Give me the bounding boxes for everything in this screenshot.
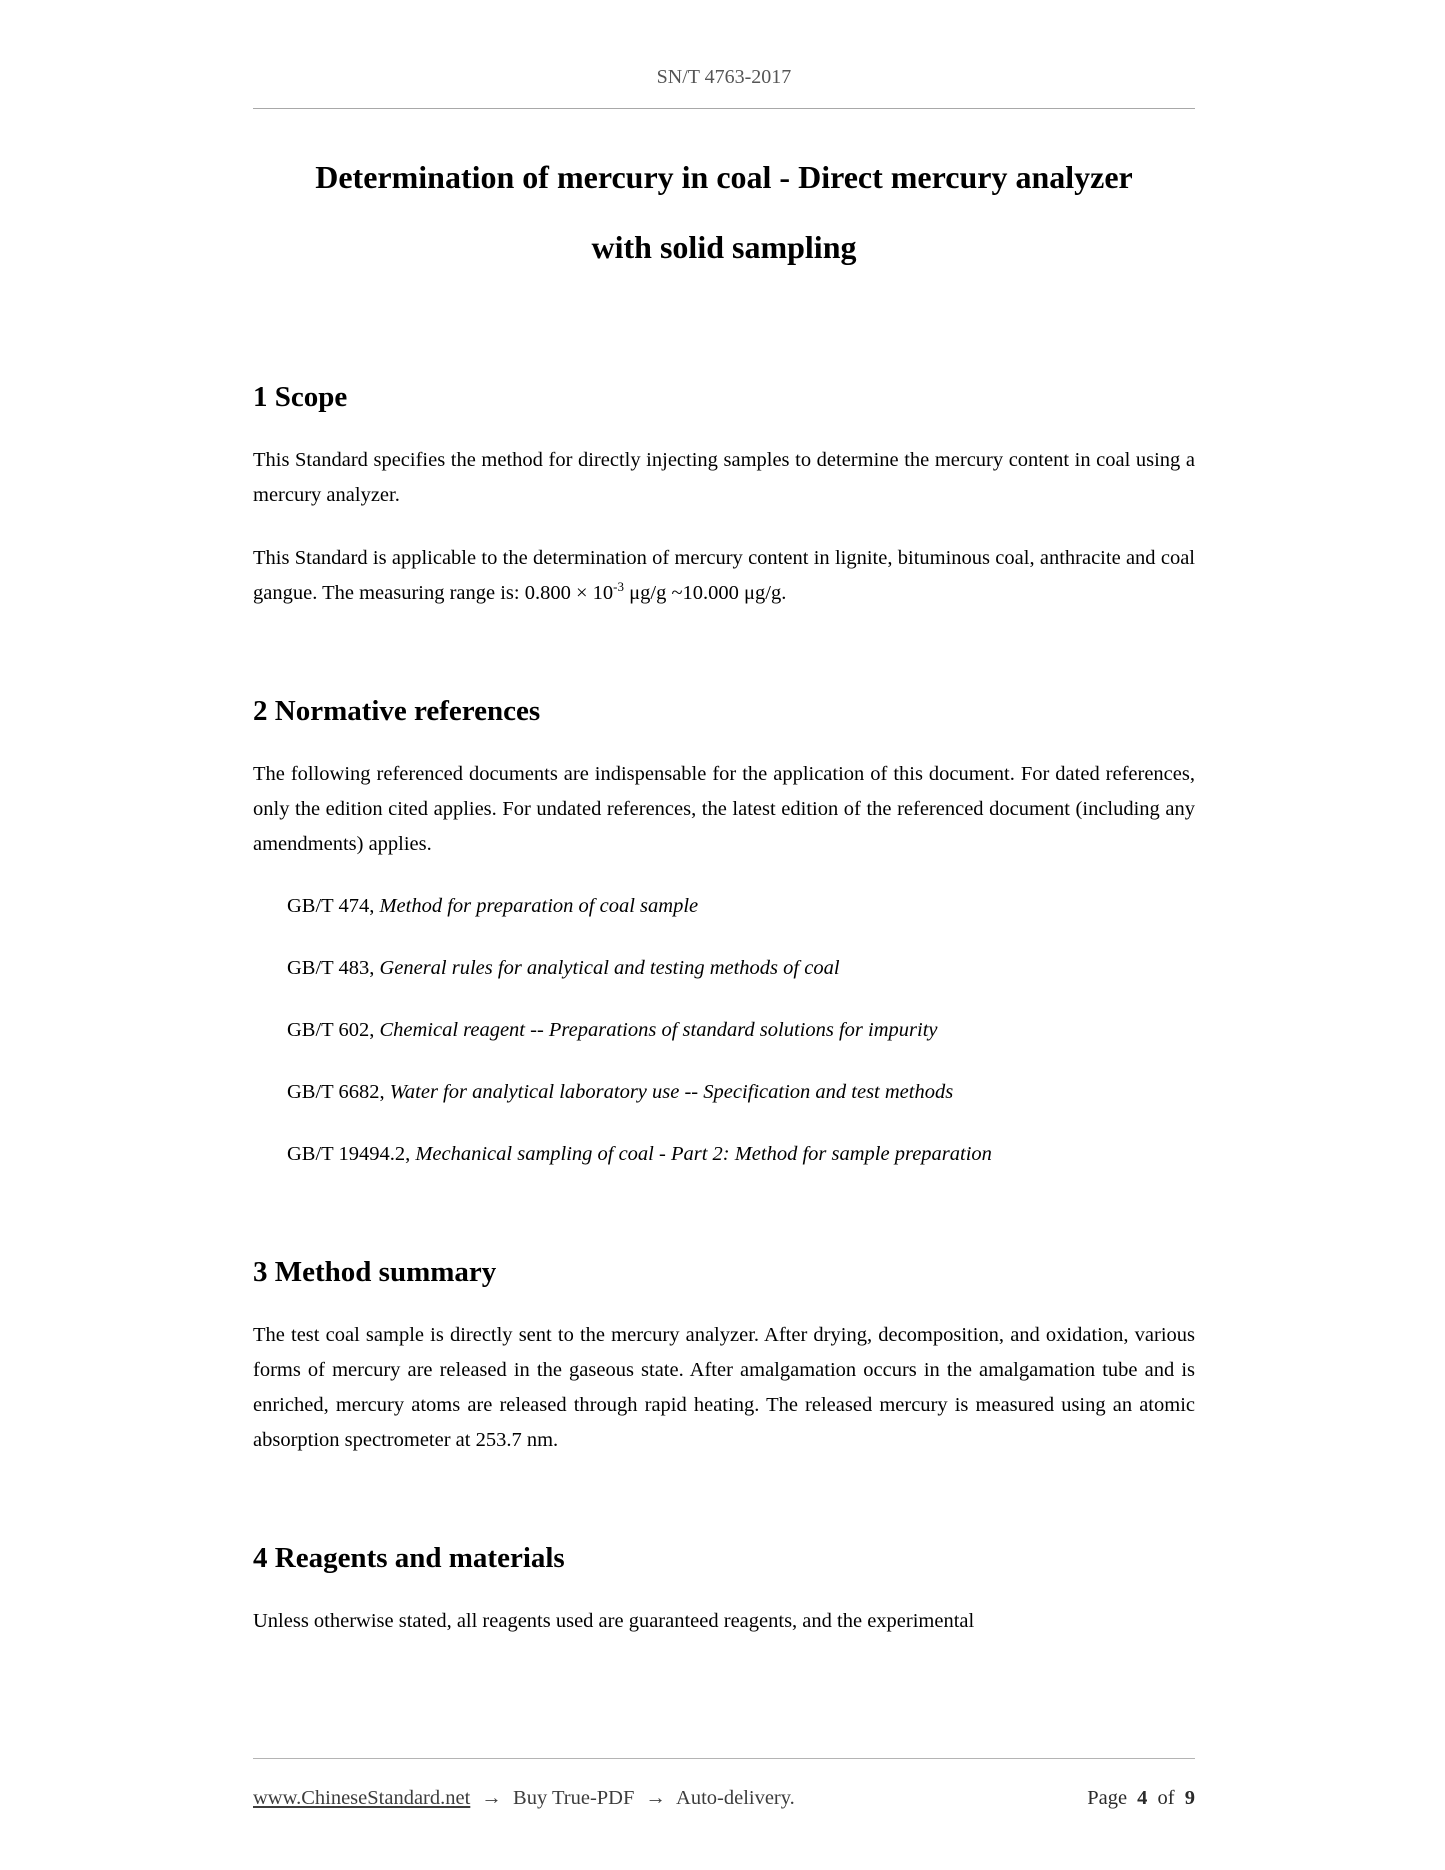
reference-item-2 bbox=[287, 951, 1195, 986]
doc-title-line1: Determination of mercury in coal - Direct mercury analyzer bbox=[315, 159, 1133, 195]
page-indicator bbox=[1082, 1787, 1195, 1810]
method-summary-paragraph: The test coal sample is directly sent to the mercury analyzer. After drying, decomposition, and oxidation, various forms of mercury are released in the gaseous state. After amalgamation occurs in the amalgamation tube and is enriched, mercury atoms are released through rapid heating. The released mercury is measured using an atomic absorption spectrometer at 253.7 nm. bbox=[253, 1324, 1195, 1451]
arrow-right-icon: → bbox=[645, 1787, 667, 1809]
section-heading-reagents-materials: 4 Reagents and materials bbox=[253, 1542, 565, 1574]
reference-item-4 bbox=[287, 1075, 1195, 1110]
footer-left bbox=[253, 1787, 801, 1810]
footer-buy-text: Buy True-PDF bbox=[513, 1787, 635, 1809]
footer-delivery-text: Auto-delivery. bbox=[676, 1787, 795, 1809]
reference-item-1 bbox=[287, 889, 1195, 924]
normative-intro-paragraph: The following referenced documents are indispensable for the application of this document. For dated references, only the edition cited applies. For undated references, the latest edition of the referenced document (including any amendments) applies. bbox=[253, 763, 1195, 855]
scope-paragraph-2-text-a: This Standard is applicable to the determination of mercury content in lignite, bituminous coal, anthracite and coal gangue. The measuring range is: 0.800 × 10 bbox=[253, 547, 1195, 604]
of-label: of bbox=[1157, 1787, 1175, 1809]
page-footer bbox=[253, 1758, 1195, 1810]
reference-title: General rules for analytical and testing methods of coal bbox=[379, 957, 840, 979]
reference-code: GB/T 483, bbox=[287, 957, 375, 979]
reference-title: Method for preparation of coal sample bbox=[379, 895, 699, 917]
website-link[interactable]: www.ChineseStandard.net bbox=[253, 1787, 471, 1809]
section-heading-normative-references: 2 Normative references bbox=[253, 695, 541, 727]
page-current-number: 4 bbox=[1137, 1787, 1148, 1809]
section-heading-scope: 1 Scope bbox=[253, 381, 348, 413]
reference-item-3 bbox=[287, 1013, 1195, 1048]
page-header bbox=[0, 0, 1445, 109]
reference-title: Water for analytical laboratory use -- Specification and test methods bbox=[389, 1081, 954, 1103]
arrow-right-icon: → bbox=[481, 1787, 502, 1809]
reference-code: GB/T 474, bbox=[287, 895, 375, 917]
doc-title bbox=[253, 157, 1195, 267]
scope-paragraph-1: This Standard specifies the method for directly injecting samples to determine the mercury content in coal using a mercury analyzer. bbox=[253, 449, 1195, 506]
page-label: Page bbox=[1087, 1787, 1128, 1809]
page-content bbox=[0, 157, 1445, 1639]
references-list bbox=[253, 889, 1195, 1172]
reference-title: Mechanical sampling of coal - Part 2: Method for sample preparation bbox=[415, 1143, 992, 1165]
reagents-paragraph: Unless otherwise stated, all reagents used are guaranteed reagents, and the experimental bbox=[253, 1610, 975, 1632]
reference-item-5 bbox=[287, 1137, 1195, 1172]
doc-number: SN/T 4763-2017 bbox=[656, 66, 792, 88]
scope-paragraph-2-text-b: μg/g ~10.000 μg/g. bbox=[624, 582, 787, 604]
exponent-superscript: -3 bbox=[613, 579, 625, 595]
page-total-number: 9 bbox=[1184, 1787, 1195, 1809]
header-rule bbox=[253, 108, 1195, 109]
reference-code: GB/T 6682, bbox=[287, 1081, 385, 1103]
doc-title-line2: with solid sampling bbox=[591, 229, 857, 265]
reference-code: GB/T 602, bbox=[287, 1019, 375, 1041]
reference-code: GB/T 19494.2, bbox=[287, 1143, 411, 1165]
reference-title: Chemical reagent -- Preparations of standard solutions for impurity bbox=[379, 1019, 938, 1041]
section-heading-method-summary: 3 Method summary bbox=[253, 1256, 497, 1288]
scope-paragraph-2 bbox=[253, 541, 1195, 611]
